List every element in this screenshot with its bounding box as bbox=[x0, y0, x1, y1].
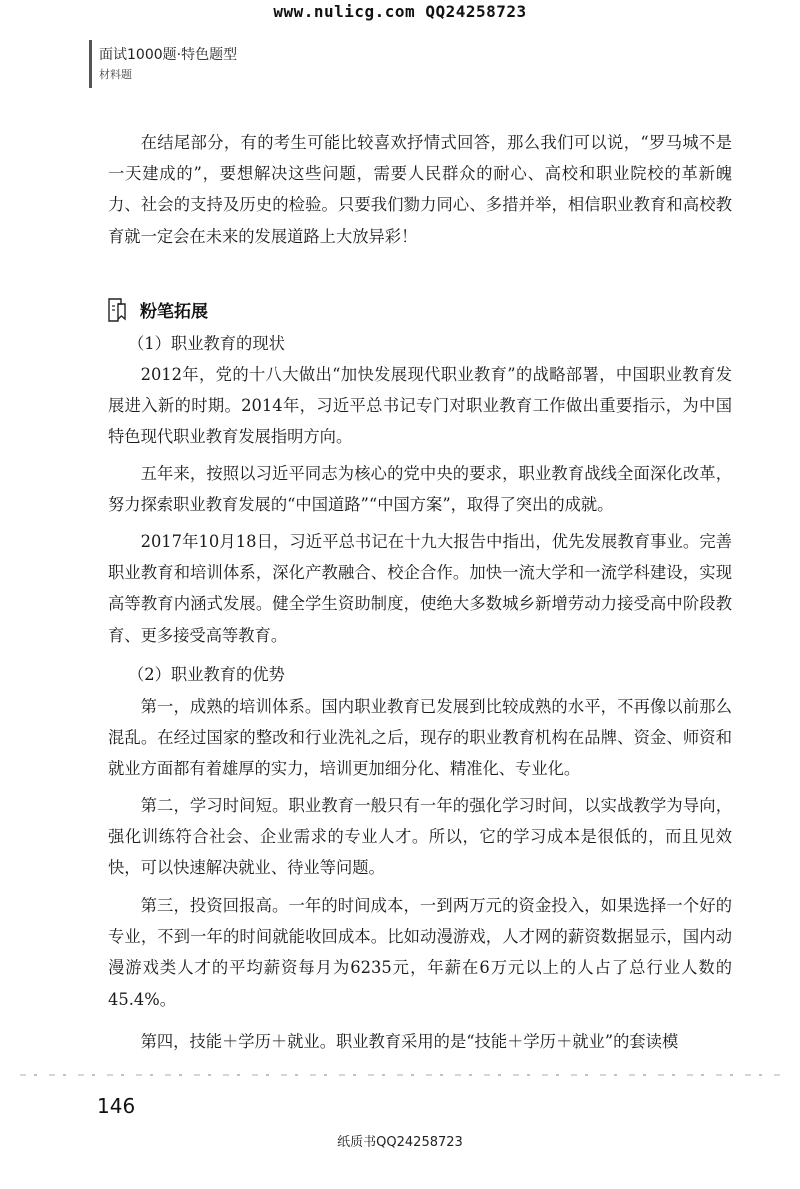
paragraph-first: 第一，成熟的培训体系。国内职业教育已发展到比较成熟的水平，不再像以前那么混乱。在经过国家的整改和行业洗礼之后，现存的职业教育机构在品牌、资金、师资和就业方面都有着雄厚的实力，培训更加细分化、精准化、专业化。 bbox=[108, 697, 732, 779]
closing-paragraph: 在结尾部分，有的考生可能比较喜欢抒情式回答，那么我们可以说，“罗马城不是一天建成的”，要想解决这些问题，需要人民群众的耐心、高校和职业院校的革新魄力、社会的支持及历史的检验。只要我们勠力同心、多措并举，相信职业教育和高校教育就一定会在未来的发展道路上大放异彩！ bbox=[108, 133, 732, 246]
header-divider bbox=[89, 40, 92, 88]
paragraph-fourth: 第四，技能＋学历＋就业。职业教育采用的是“技能＋学历＋就业”的套读模 bbox=[140, 1032, 679, 1051]
bottom-watermark: 纸质书QQ24258723 bbox=[337, 1135, 463, 1150]
bookmark-icon bbox=[107, 298, 127, 322]
running-header-title: 面试1000题·特色题型 bbox=[99, 47, 238, 63]
section-title: 粉笔拓展 bbox=[140, 302, 208, 322]
page-number: 146 bbox=[97, 1094, 136, 1118]
subheading-advantages: （2）职业教育的优势 bbox=[128, 665, 285, 684]
paragraph-2017: 2017年10月18日，习近平总书记在十九大报告中指出，优先发展教育事业。完善职业教育和培训体系，深化产教融合、校企合作。加快一流大学和一流学科建设，实现高等教育内涵式发展。健全学生资助制度，使绝大多数城乡新增劳动力接受高中阶段教育、更多接受高等教育。 bbox=[108, 532, 732, 645]
running-header-subtitle: 材料题 bbox=[99, 68, 132, 81]
paragraph-2012: 2012年，党的十八大做出“加快发展现代职业教育”的战略部署，中国职业教育发展进入新的时期。2014年，习近平总书记专门对职业教育工作做出重要指示，为中国特色现代职业教育发展指明方向。 bbox=[108, 365, 732, 447]
scan-artifact-line bbox=[20, 1074, 780, 1076]
top-watermark: www.nulicg.com QQ24258723 bbox=[273, 2, 527, 21]
subheading-current-status: （1）职业教育的现状 bbox=[128, 334, 285, 353]
paragraph-five-years: 五年来，按照以习近平同志为核心的党中央的要求，职业教育战线全面深化改革，努力探索职业教育发展的“中国道路”“中国方案”，取得了突出的成就。 bbox=[108, 464, 732, 515]
paragraph-second: 第二，学习时间短。职业教育一般只有一年的强化学习时间，以实战教学为导向，强化训练符合社会、企业需求的专业人才。所以，它的学习成本是很低的，而且见效快，可以快速解决就业、待业等问题。 bbox=[108, 796, 732, 878]
paragraph-third: 第三，投资回报高。一年的时间成本，一到两万元的资金投入，如果选择一个好的专业，不到一年的时间就能收回成本。比如动漫游戏，人才网的薪资数据显示，国内动漫游戏类人才的平均薪资每月为6235元，年薪在6万元以上的人占了总行业人数的45.4%。 bbox=[108, 896, 732, 1009]
